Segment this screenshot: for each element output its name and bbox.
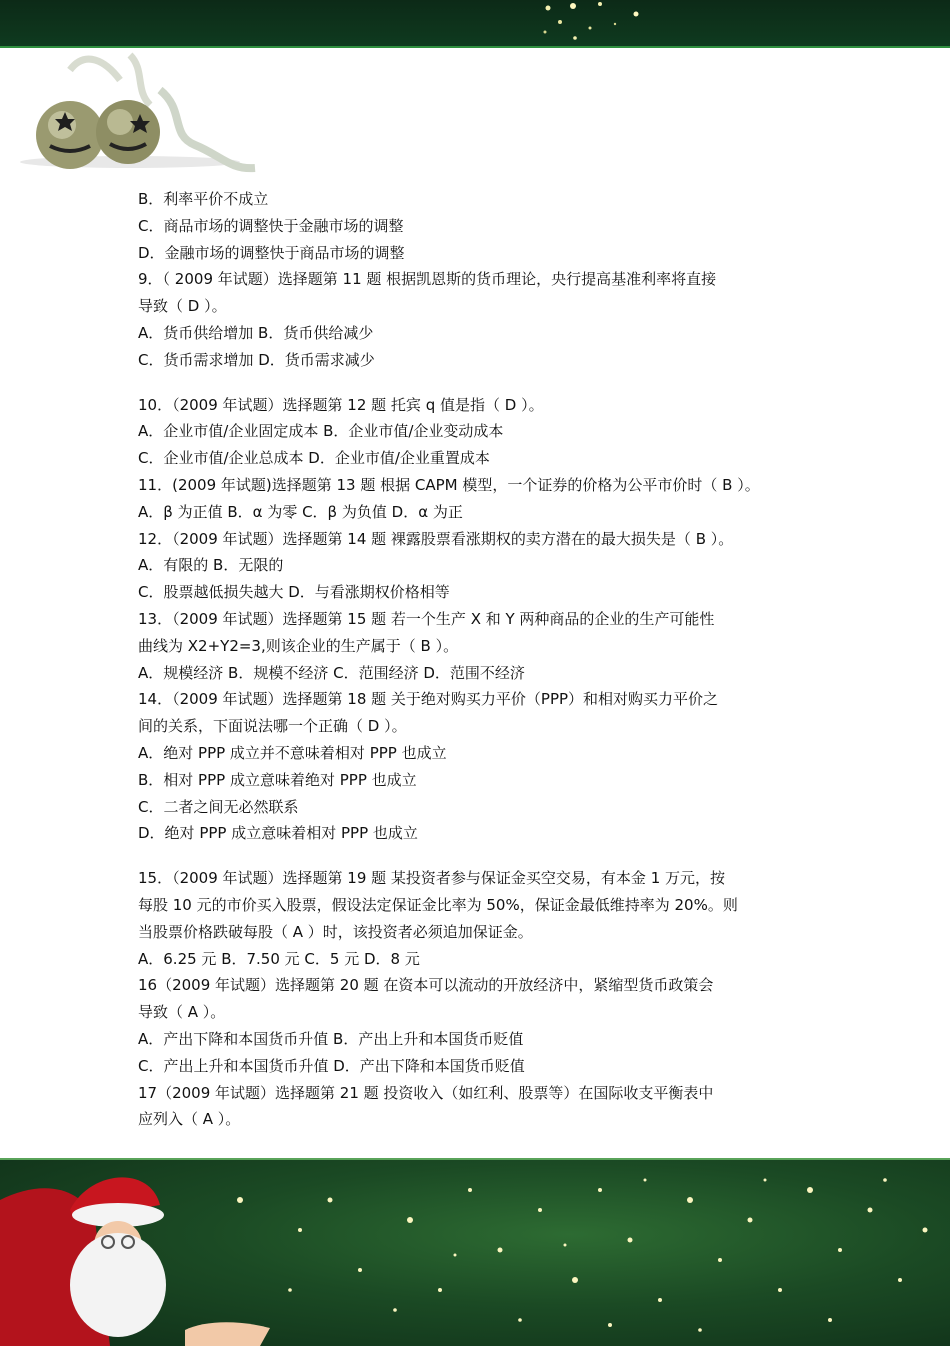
text-line: 当股票价格跌破每股（ A ）时，该投资者必须追加保证金。: [138, 922, 533, 941]
text-line: A．规模经济 B．规模不经济 C．范围经济 D．范围不经济: [138, 663, 525, 682]
top-decorative-band: [0, 0, 950, 48]
text-line: C．货币需求增加 D．货币需求减少: [138, 350, 375, 369]
text-line: D．绝对 PPP 成立意味着相对 PPP 也成立: [138, 824, 418, 843]
text-line: 应列入（ A ）。: [138, 1110, 241, 1129]
text-line: C．股票越低损失越大 D．与看涨期权价格相等: [138, 583, 450, 602]
text-line: A．企业市值/企业固定成本 B．企业市值/企业变动成本: [138, 422, 504, 441]
text-line: 13．（2009 年试题）选择题第 15 题 若一个生产 X 和 Y 两种商品的企业的生产可能性: [138, 609, 715, 628]
text-line: A．绝对 PPP 成立并不意味着相对 PPP 也成立: [138, 743, 447, 762]
text-line: 14．（2009 年试题）选择题第 18 题 关于绝对购买力平价（PPP）和相对购买力平价之: [138, 690, 719, 709]
text-line: 11．(2009 年试题)选择题第 13 题 根据 CAPM 模型，一个证券的价格为公平市价时（ B ）。: [138, 475, 760, 494]
text-line: 导致（ A ）。: [138, 1003, 226, 1022]
text-line: A．产出下降和本国货币升值 B．产出上升和本国货币贬值: [138, 1029, 524, 1048]
text-line: B．相对 PPP 成立意味着绝对 PPP 也成立: [138, 770, 417, 789]
text-line: 9．（ 2009 年试题）选择题第 11 题 根据凯恩斯的货币理论，央行提高基准利率将直接: [138, 270, 717, 289]
text-line: C．产出上升和本国货币升值 D．产出下降和本国货币贬值: [138, 1056, 525, 1075]
text-line: 15．（2009 年试题）选择题第 19 题 某投资者参与保证金买空交易，有本金 1 万元，按: [138, 869, 726, 888]
text-line: D．金融市场的调整快于商品市场的调整: [138, 243, 405, 262]
text-line: B．利率平价不成立: [138, 190, 269, 208]
text-line: 10．（2009 年试题）选择题第 12 题 托宾 q 值是指（ D ）。: [138, 395, 544, 414]
jingle-bells-ornament: [10, 50, 260, 175]
text-line: A．6.25 元 B．7.50 元 C．5 元 D．8 元: [138, 949, 420, 968]
santa-and-sparkles-illustration: [0, 1160, 950, 1346]
text-line: 间的关系，下面说法哪一个正确（ D ）。: [138, 717, 407, 736]
text-line: 12．（2009 年试题）选择题第 14 题 裸露股票看涨期权的卖方潜在的最大损失是（ B ）。: [138, 529, 734, 548]
text-line: C．商品市场的调整快于金融市场的调整: [138, 216, 404, 235]
text-line: 16（2009 年试题）选择题第 20 题 在资本可以流动的开放经济中，紧缩型货币政策会: [138, 976, 714, 995]
text-line: C．企业市值/企业总成本 D．企业市值/企业重置成本: [138, 449, 490, 468]
text-line: 17（2009 年试题）选择题第 21 题 投资收入（如红利、股票等）在国际收支平衡表中: [138, 1083, 714, 1102]
sparkle-lights-top: [0, 0, 950, 46]
document-body: [138, 186, 818, 1133]
text-line: A．有限的 B．无限的: [138, 556, 284, 575]
text-line: 每股 10 元的市价买入股票，假设法定保证金比率为 50%，保证金最低维持率为 20%。则: [138, 895, 738, 914]
text-line: C．二者之间无必然联系: [138, 797, 299, 816]
text-line: A．β 为正值 B．α 为零 C．β 为负值 D．α 为正: [138, 502, 463, 521]
bottom-decorative-band: [0, 1158, 950, 1346]
text-line: 导致（ D ）。: [138, 297, 227, 316]
text-line: A．货币供给增加 B．货币供给减少: [138, 323, 374, 342]
text-line: 曲线为 X2+Y2=3,则该企业的生产属于（ B ）。: [138, 636, 459, 655]
